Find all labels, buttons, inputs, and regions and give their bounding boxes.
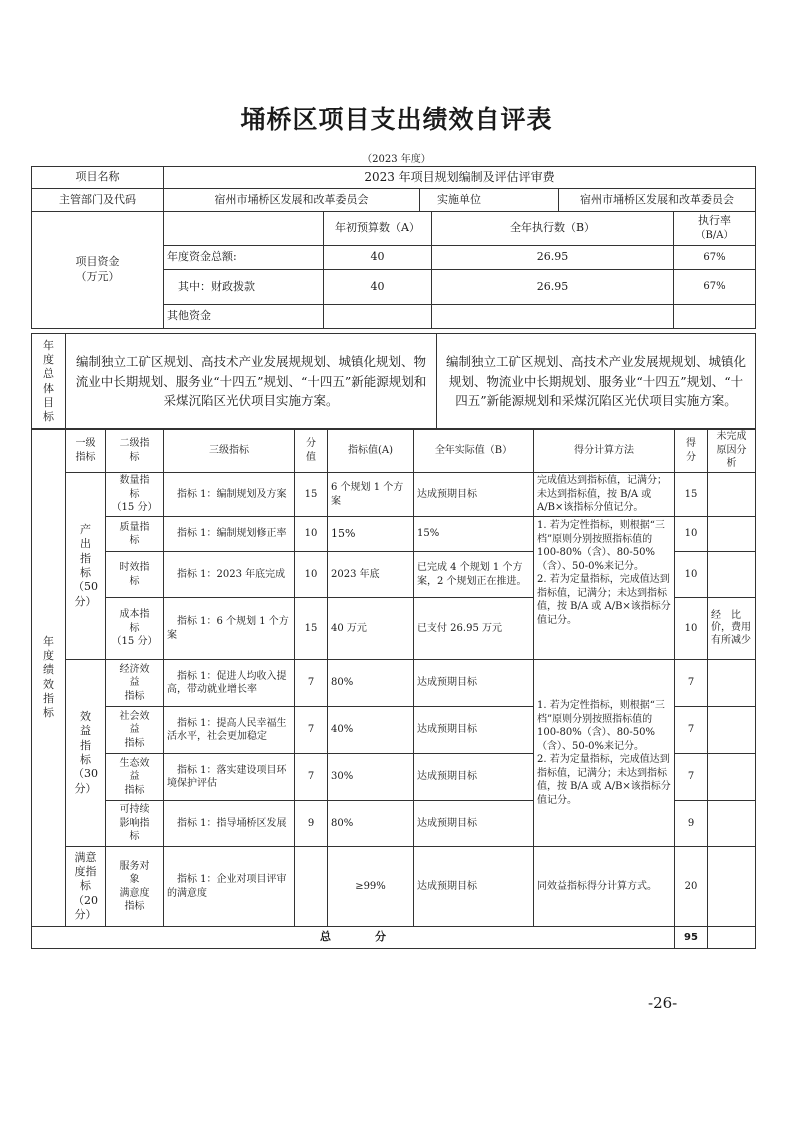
weight-cell: 7 <box>295 754 328 801</box>
group-benefit: 效 益 指 标 （30 分） <box>66 660 106 847</box>
method-cell: 同效益指标得分计算方式。 <box>534 847 675 927</box>
target-cell: ≥99% <box>328 847 414 927</box>
weight-cell: 15 <box>295 473 328 517</box>
level3-cell: 指标 1：2023 年底完成 <box>164 552 295 598</box>
impl-label: 实施单位 <box>420 189 559 212</box>
total-score: 95 <box>675 927 708 949</box>
document-title: 埇桥区项目支出绩效自评表 <box>240 105 553 134</box>
level2-cell: 数量指 标 （15 分） <box>106 473 164 517</box>
level2-cell: 时效指 标 <box>106 552 164 598</box>
level3-cell: 指标 1：促进人均收入提高，带动就业增长率 <box>164 660 295 707</box>
document-subtitle: （2023 年度） <box>362 154 431 165</box>
level2-cell: 社会效 益 指标 <box>106 707 164 754</box>
actual-cell: 达成预期目标 <box>414 707 534 754</box>
level3-cell: 指标 1：6 个规划 1 个方案 <box>164 598 295 660</box>
header-target: 指标值(A) <box>328 429 414 473</box>
reason-cell <box>708 801 756 847</box>
score-cell: 10 <box>675 517 708 552</box>
dept-label: 主管部门及代码 <box>32 189 164 212</box>
weight-cell: 9 <box>295 801 328 847</box>
level2-cell: 服务对 象 满意度 指标 <box>106 847 164 927</box>
funds-col-budget: 年初预算数（A） <box>324 212 432 246</box>
actual-cell: 已支付 26.95 万元 <box>414 598 534 660</box>
group-satisfaction: 满意 度指 标 （20 分） <box>66 847 106 927</box>
score-cell: 10 <box>675 598 708 660</box>
total-row <box>32 927 756 949</box>
dept-value: 宿州市埇桥区发展和改革委员会 <box>164 189 420 212</box>
funds-row-label: 其中：财政拨款 <box>164 270 324 305</box>
project-info-table <box>31 166 756 329</box>
impl-value: 宿州市埇桥区发展和改革委员会 <box>559 189 756 212</box>
reason-cell <box>708 517 756 552</box>
weight-cell: 10 <box>295 552 328 598</box>
level2-cell: 可持续 影响指 标 <box>106 801 164 847</box>
level2-cell: 质量指 标 <box>106 517 164 552</box>
score-cell: 10 <box>675 552 708 598</box>
level2-cell: 成本指 标 （15 分） <box>106 598 164 660</box>
score-cell: 7 <box>675 754 708 801</box>
weight-cell: 10 <box>295 517 328 552</box>
target-cell: 15% <box>328 517 414 552</box>
table-row <box>32 660 756 707</box>
funds-header-blank <box>164 212 324 246</box>
target-cell: 6 个规划 1 个方案 <box>328 473 414 517</box>
funds-row-executed <box>432 305 674 329</box>
header-level1: 一级 指标 <box>66 429 106 473</box>
reason-cell <box>708 847 756 927</box>
funds-row-label: 年度资金总额: <box>164 246 324 270</box>
funds-row-budget: 40 <box>324 270 432 305</box>
goals-label: 年 度 总 体 目 标 <box>32 334 66 430</box>
header-method: 得分计算方法 <box>534 429 675 473</box>
actual-cell: 达成预期目标 <box>414 801 534 847</box>
table-row <box>32 473 756 517</box>
level3-cell: 指标 1：编制规划及方案 <box>164 473 295 517</box>
reason-cell <box>708 754 756 801</box>
header-actual: 全年实际值（B） <box>414 429 534 473</box>
method-cell: 1. 若为定性指标，则根据“三档”原则分别按照指标值的 100-80%（含）、80-50%（含）、50-0%来记分。 2. 若为定量指标，完成值达到指标值，记满分；未达到指标值，按 B/A 或 A/B×该指标分值记分。 <box>534 517 675 660</box>
level3-cell: 指标 1：指导埇桥区发展 <box>164 801 295 847</box>
actual-cell: 已完成 4 个规划 1 个方案，2 个规划正在推进。 <box>414 552 534 598</box>
funds-row-rate: 67% <box>674 246 756 270</box>
header-score: 得 分 <box>675 429 708 473</box>
actual-cell: 达成预期目标 <box>414 473 534 517</box>
weight-cell: 15 <box>295 598 328 660</box>
level3-cell: 指标 1：落实建设项目环境保护评估 <box>164 754 295 801</box>
funds-row-budget <box>324 305 432 329</box>
total-reason <box>708 927 756 949</box>
funds-row-rate <box>674 305 756 329</box>
performance-section-label: 年 度 绩 效 指 标 <box>32 429 66 927</box>
level3-cell: 指标 1：编制规划修正率 <box>164 517 295 552</box>
reason-cell <box>708 552 756 598</box>
target-cell: 80% <box>328 660 414 707</box>
funds-row-label: 其他资金 <box>164 305 324 329</box>
target-cell: 80% <box>328 801 414 847</box>
performance-table <box>31 428 756 949</box>
level3-cell: 指标 1：企业对项目评审的满意度 <box>164 847 295 927</box>
weight-cell: 7 <box>295 660 328 707</box>
table-row <box>32 517 756 552</box>
target-cell: 40% <box>328 707 414 754</box>
weight-cell <box>295 847 328 927</box>
header-reason: 未完成 原因分 析 <box>708 429 756 473</box>
weight-cell: 7 <box>295 707 328 754</box>
target-cell: 40 万元 <box>328 598 414 660</box>
project-name-label: 项目名称 <box>32 167 164 189</box>
actual-cell: 15% <box>414 517 534 552</box>
reason-cell: 经 比价，费用有所减少 <box>708 598 756 660</box>
level3-cell: 指标 1：提高人民幸福生活水平，社会更加稳定 <box>164 707 295 754</box>
method-cell: 1. 若为定性指标，则根据“三档”原则分别按照指标值的 100-80%（含）、80-50%（含）、50-0%来记分。 2. 若为定量指标，完成值达到指标值，记满分；未达到指标值，按 B/A 或 A/B×该指标分值记分。 <box>534 660 675 847</box>
project-name-value: 2023 年项目规划编制及评估评审费 <box>164 167 756 189</box>
method-cell: 完成值达到指标值，记满分；未达到指标值，按 B/A 或 A/B×该指标分值记分。 <box>534 473 675 517</box>
funds-label: 项目资金 （万元） <box>32 212 164 329</box>
goals-actual: 编制独立工矿区规划、高技术产业发展规规划、城镇化规划、物流业中长期规划、服务业“十四五”规划、“十四五”新能源规划和采煤沉陷区光伏项目实施方案。 <box>437 334 756 430</box>
score-cell: 7 <box>675 660 708 707</box>
header-level2: 二级指 标 <box>106 429 164 473</box>
target-cell: 30% <box>328 754 414 801</box>
score-cell: 20 <box>675 847 708 927</box>
funds-col-rate: 执行率 （B/A） <box>674 212 756 246</box>
reason-cell <box>708 660 756 707</box>
target-cell: 2023 年底 <box>328 552 414 598</box>
table-row <box>32 847 756 927</box>
header-level3: 三级指标 <box>164 429 295 473</box>
funds-col-executed: 全年执行数（B） <box>432 212 674 246</box>
level2-cell: 经济效 益 指标 <box>106 660 164 707</box>
funds-row-budget: 40 <box>324 246 432 270</box>
funds-row-rate: 67% <box>674 270 756 305</box>
reason-cell <box>708 707 756 754</box>
header-weight: 分 值 <box>295 429 328 473</box>
total-label: 总 分 <box>32 927 675 949</box>
group-output: 产 出 指 标 （50 分） <box>66 473 106 660</box>
funds-row-executed: 26.95 <box>432 270 674 305</box>
actual-cell: 达成预期目标 <box>414 754 534 801</box>
score-cell: 9 <box>675 801 708 847</box>
goals-expected: 编制独立工矿区规划、高技术产业发展规规划、城镇化规划、物流业中长期规划、服务业“十四五”规划、“十四五”新能源规划和采煤沉陷区光伏项目实施方案。 <box>66 334 437 430</box>
score-cell: 7 <box>675 707 708 754</box>
score-cell: 15 <box>675 473 708 517</box>
actual-cell: 达成预期目标 <box>414 847 534 927</box>
reason-cell <box>708 473 756 517</box>
annual-goals-table <box>31 333 756 430</box>
funds-row-executed: 26.95 <box>432 246 674 270</box>
page-number: -26- <box>648 994 678 1012</box>
level2-cell: 生态效 益 指标 <box>106 754 164 801</box>
actual-cell: 达成预期目标 <box>414 660 534 707</box>
